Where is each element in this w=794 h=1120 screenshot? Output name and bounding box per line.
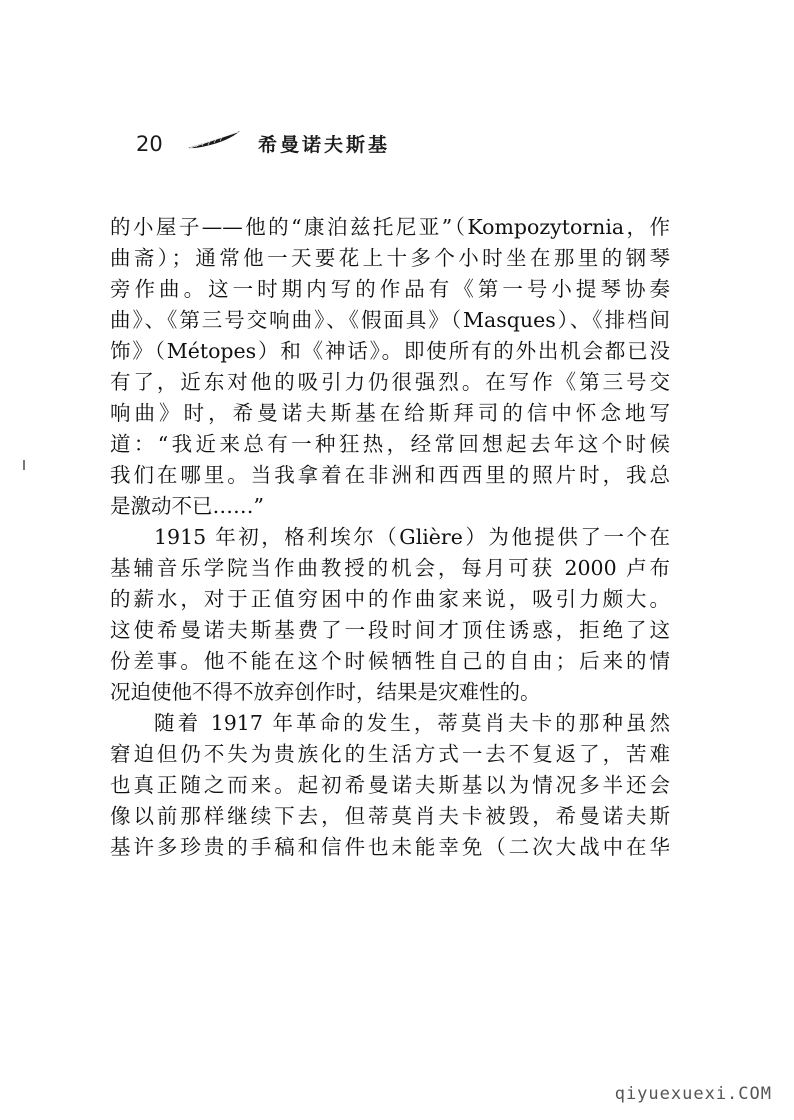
text-line: 随着 1917 年革命的发生，蒂莫肖夫卡的那种虽然 [154, 711, 670, 735]
paragraph-3 [110, 708, 670, 863]
text-line: 曲斋）；通常他一天要花上十多个小时坐在那里的钢琴 [110, 246, 670, 270]
text-line: 1915 年初，格利埃尔（Glière）为他提供了一个在 [154, 525, 670, 549]
text-line: 道：“我近来总有一种狂热，经常回想起去年这个时候 [110, 432, 670, 456]
text-line: 基辅音乐学院当作曲教授的机会，每月可获 2000 卢布 [110, 556, 670, 580]
quill-pen-icon [186, 128, 242, 152]
watermark: qiyuexuexi.COM [614, 1084, 772, 1104]
text-line: 的薪水，对于正值穷困中的作曲家来说，吸引力颇大。 [110, 587, 670, 611]
text-line: 况迫使他不得不放弃创作时，结果是灾难性的。 [110, 680, 541, 704]
text-line: 有了，近东对他的吸引力仍很强烈。在写作《第三号交 [110, 370, 670, 394]
paragraph-1 [110, 212, 670, 522]
text-line: 的小屋子——他的“康泊兹托尼亚”（Kompozytornia，作 [110, 215, 670, 239]
page-number: 20 [136, 132, 163, 156]
text-line: 响曲》时，希曼诺夫斯基在给斯拜司的信中怀念地写 [110, 401, 670, 425]
text-line: 是激动不已……” [110, 494, 264, 518]
text-line: 这使希曼诺夫斯基费了一段时间才顶住诱惑，拒绝了这 [110, 618, 670, 642]
text-line: 我们在哪里。当我拿着在非洲和西西里的照片时，我总 [110, 463, 670, 487]
text-line: 也真正随之而来。起初希曼诺夫斯基以为情况多半还会 [110, 773, 670, 797]
text-line: 饰》（Métopes）和《神话》。即使所有的外出机会都已没 [110, 339, 670, 363]
paragraph-2 [110, 522, 670, 708]
text-line: 基许多珍贵的手稿和信件也未能幸免（二次大战中在华 [110, 835, 670, 859]
text-line: 像以前那样继续下去，但蒂莫肖夫卡被毁，希曼诺夫斯 [110, 804, 670, 828]
text-line: 曲》、《第三号交响曲》、《假面具》（Masques）、《排档间 [110, 308, 670, 332]
text-line: 旁作曲。这一时期内写的作品有《第一号小提琴协奏 [110, 277, 670, 301]
running-title: 希曼诺夫斯基 [258, 134, 391, 156]
text-line: 窘迫但仍不失为贵族化的生活方式一去不复返了，苦难 [110, 742, 670, 766]
margin-mark [23, 460, 25, 470]
page-header [136, 128, 436, 160]
text-line: 份差事。他不能在这个时候牺牲自己的自由；后来的情 [110, 649, 670, 673]
body-text [110, 212, 670, 863]
